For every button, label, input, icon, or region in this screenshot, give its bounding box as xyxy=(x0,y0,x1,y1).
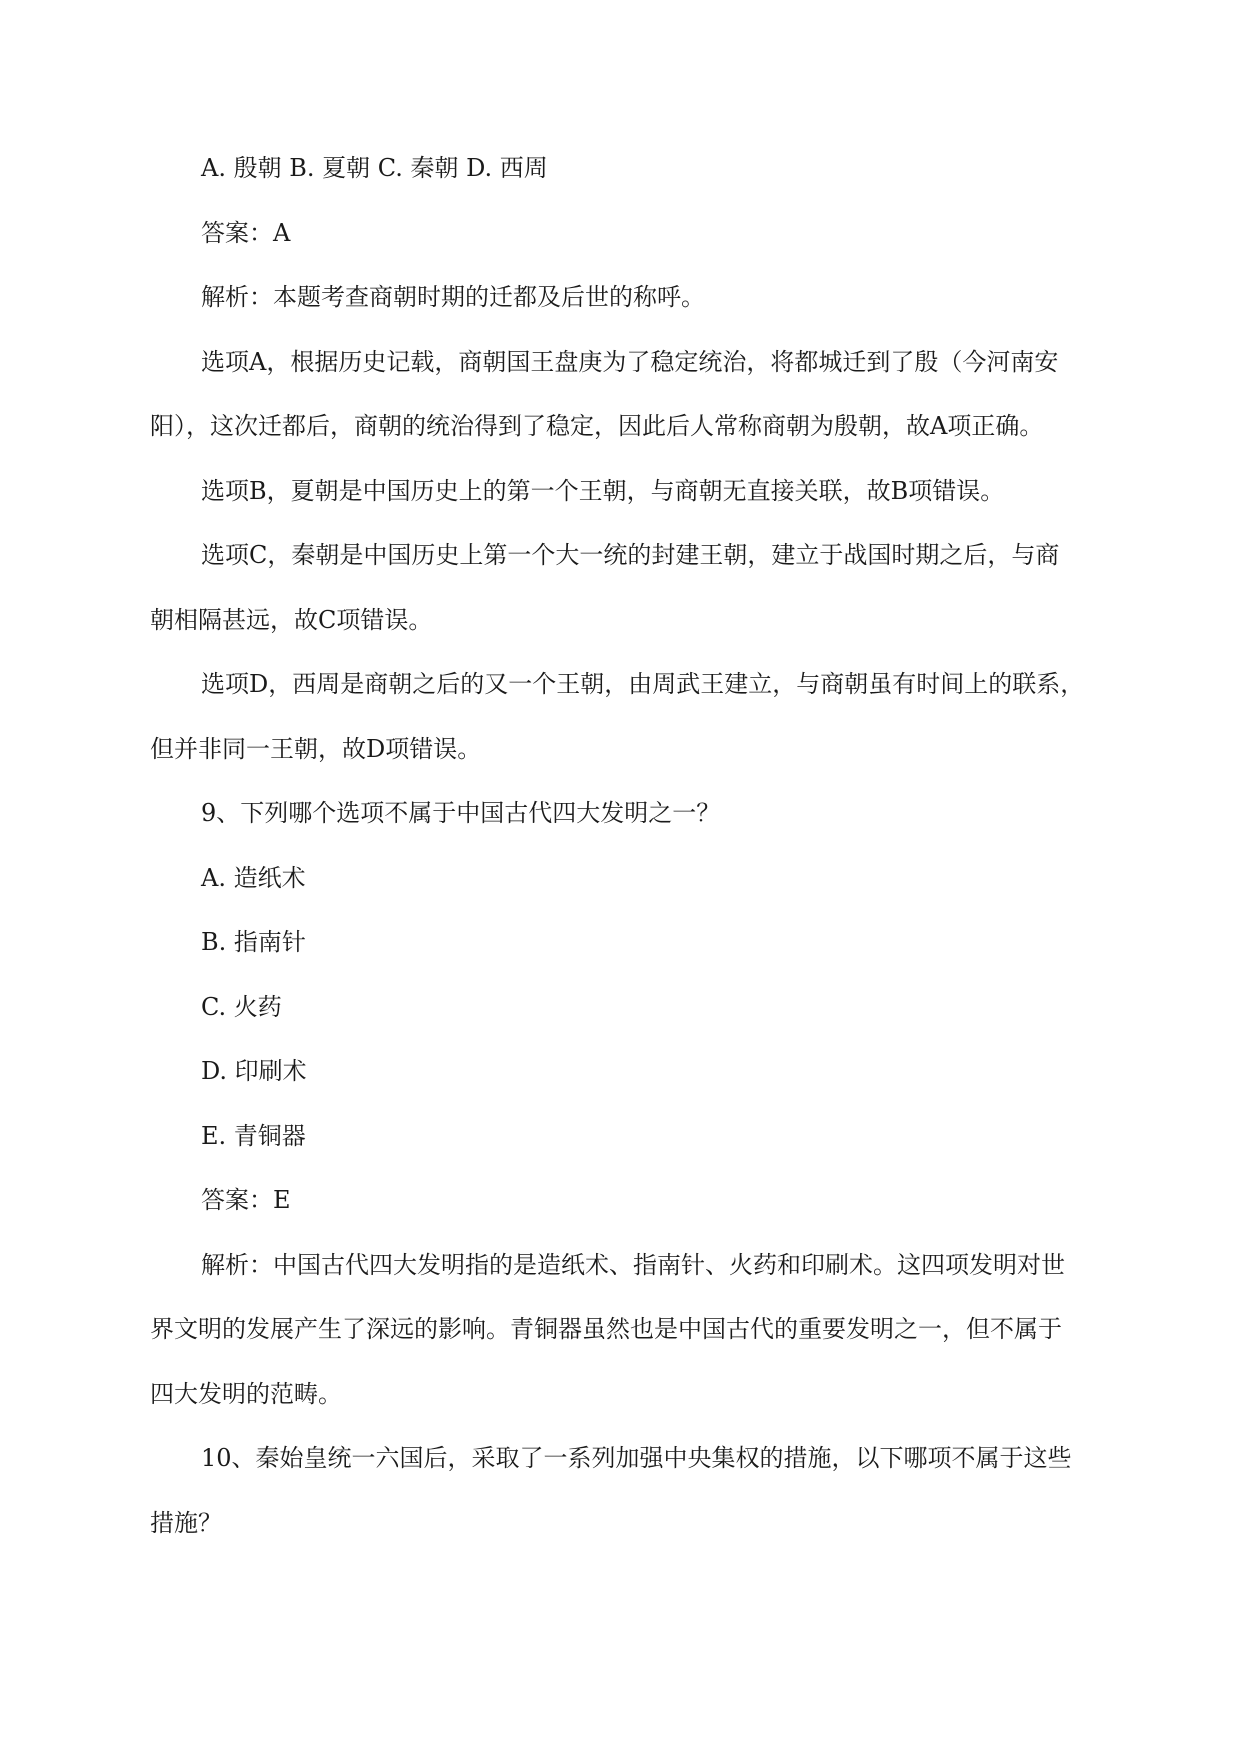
answer-line-q9 xyxy=(150,1168,1095,1233)
text-line: 阳），这次迁都后，商朝的统治得到了稳定，因此后人常称商朝为殷朝，故A项正确。 xyxy=(150,412,1044,440)
text-line: 选项B，夏朝是中国历史上的第一个王朝，与商朝无直接关联，故B项错误。 xyxy=(201,476,1005,505)
question-9-option-b xyxy=(150,910,1095,975)
text-line: D. 印刷术 xyxy=(201,1057,307,1085)
analysis-option-d xyxy=(150,652,1095,781)
text-line: 答案：E xyxy=(201,1186,291,1214)
text-line: 四大发明的范畴。 xyxy=(150,1379,342,1408)
question-9 xyxy=(150,781,1095,846)
options-line-q8 xyxy=(150,136,1095,201)
text-line: 选项A，根据历史记载，商朝国王盘庚为了稳定统治，将都城迁到了殷（今河南安 xyxy=(201,347,1059,376)
answer-line-q8 xyxy=(150,201,1095,266)
text-line: 解析：中国古代四大发明指的是造纸术、指南针、火药和印刷术。这四项发明对世 xyxy=(201,1250,1065,1279)
text-line: 选项D，西周是商朝之后的又一个王朝，由周武王建立，与商朝虽有时间上的联系， xyxy=(201,670,1085,698)
text-line: 答案：A xyxy=(201,218,291,247)
text-line: 界文明的发展产生了深远的影响。青铜器虽然也是中国古代的重要发明之一，但不属于 xyxy=(150,1315,1062,1343)
question-9-option-c xyxy=(150,975,1095,1040)
analysis-option-c xyxy=(150,523,1095,652)
analysis-option-b xyxy=(150,459,1095,524)
question-10 xyxy=(150,1426,1095,1555)
text-line: 9、下列哪个选项不属于中国古代四大发明之一？ xyxy=(201,799,721,827)
question-9-option-d xyxy=(150,1039,1095,1104)
text-line: B. 指南针 xyxy=(201,928,306,956)
analysis-line-q8 xyxy=(150,265,1095,330)
analysis-option-a xyxy=(150,330,1095,459)
text-line: E. 青铜器 xyxy=(201,1121,306,1150)
text-line: 选项C，秦朝是中国历史上第一个大一统的封建王朝，建立于战国时期之后，与商 xyxy=(201,541,1060,569)
text-line: C. 火药 xyxy=(201,992,282,1021)
text-line: 朝相隔甚远，故C项错误。 xyxy=(150,605,433,634)
question-9-option-e xyxy=(150,1104,1095,1169)
analysis-q9 xyxy=(150,1233,1095,1427)
document-body xyxy=(150,136,1095,1555)
text-line: 解析：本题考查商朝时期的迁都及后世的称呼。 xyxy=(201,283,705,311)
text-line: 但并非同一王朝，故D项错误。 xyxy=(150,734,482,763)
text-line: 措施？ xyxy=(150,1508,222,1537)
text-line: 10、秦始皇统一六国后，采取了一系列加强中央集权的措施，以下哪项不属于这些 xyxy=(201,1444,1072,1472)
text-line: A. 殷朝 B. 夏朝 C. 秦朝 D. 西周 xyxy=(201,154,548,182)
text-line: A. 造纸术 xyxy=(201,863,306,892)
question-9-option-a xyxy=(150,846,1095,911)
